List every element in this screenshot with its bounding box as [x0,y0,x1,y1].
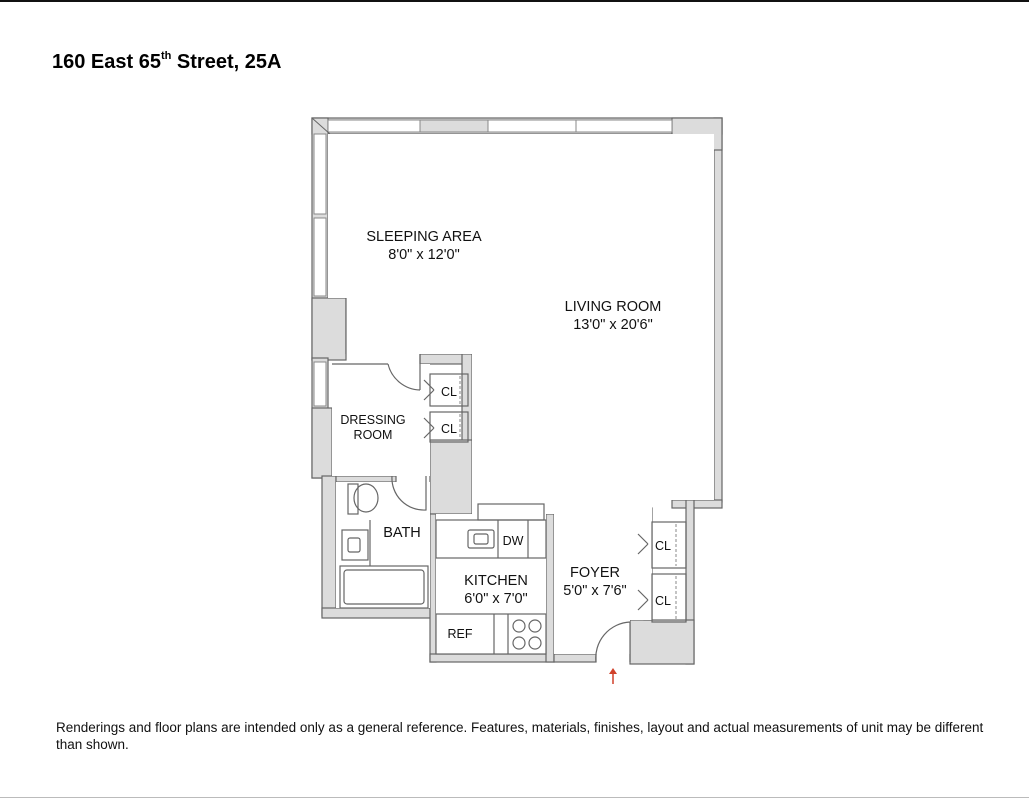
disclaimer-text: Renderings and floor plans are intended only as a general reference. Features, materials, finishes, layout and actual measurements of unit may be different than shown. [56,720,984,752]
foyer-name: FOYER [570,565,620,581]
closet-label-2: CL [441,422,457,436]
living-room-dims: 13'0" x 20'6" [573,317,653,333]
wall-kitchen-right [546,514,554,662]
closet-label-4: CL [655,594,671,608]
wall-foyer-bottom [554,654,596,662]
window-top-2 [488,120,576,132]
living-room-name: LIVING ROOM [564,299,662,315]
window-top-1 [328,120,420,132]
wall-foyer-bottom-right [630,620,694,664]
bottom-border-line [0,797,1029,798]
address-rest: Street, 25A [171,51,282,73]
window-left-3 [314,362,326,406]
refrigerator-label: REF [447,627,473,641]
closet-label-1: CL [441,385,457,399]
dressing-room-name-line1: DRESSING [340,413,406,427]
wall-kitchen-left [430,514,436,662]
wall-bath-bottom [322,608,434,618]
foyer-dims: 5'0" x 7'6" [563,583,627,599]
wall-closet-lower [430,440,472,514]
window-left-2 [314,218,326,296]
kitchen-name: KITCHEN [464,573,528,589]
closet-label-3: CL [655,539,671,553]
bath-name: BATH [383,525,421,541]
wall-kitchen-bottom [430,654,554,662]
wall-left-dressing [312,408,332,478]
window-left-1 [314,134,326,214]
sleeping-area-name: SLEEPING AREA [366,229,482,245]
dressing-room-name-line2: ROOM [353,428,393,442]
kitchen-dims: 6'0" x 7'0" [464,591,528,607]
sleeping-area-dims: 8'0" x 12'0" [388,247,460,263]
floor-bath [336,482,430,608]
column-left [312,298,346,360]
address-ordinal-suffix: th [160,50,172,62]
wall-bath-top [336,476,396,482]
window-pier-1 [420,120,488,132]
entry-arrow [609,668,617,684]
wall-right-step [672,500,722,508]
dishwasher-label: DW [502,534,524,548]
wall-left-bath [322,476,336,616]
window-top-3 [576,120,672,132]
wall-right-upper [714,118,722,502]
address-main: 160 East 65 [52,51,161,73]
